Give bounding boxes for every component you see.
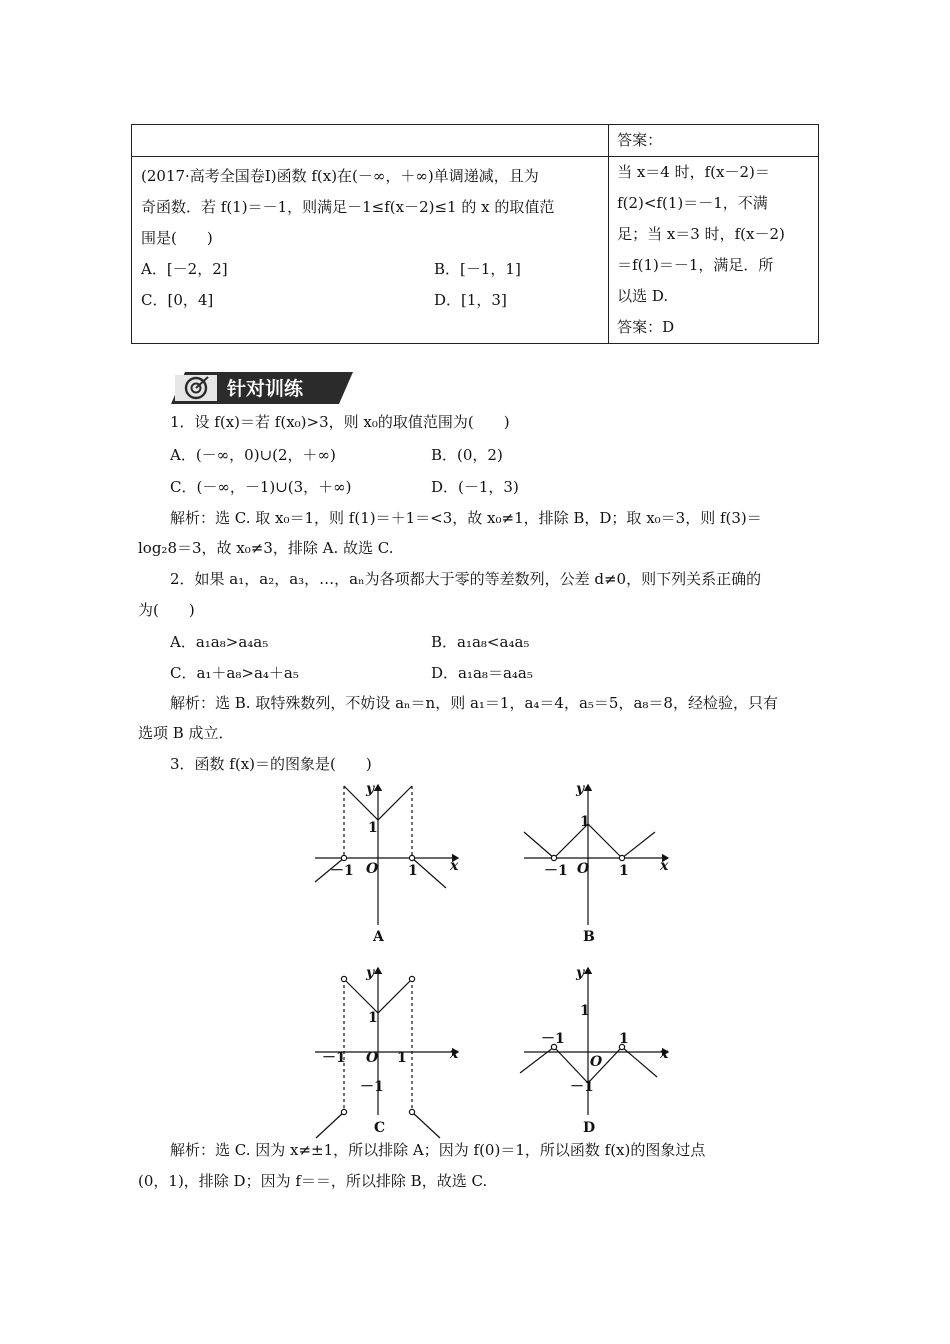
svg-text:－1: －1 [360,1079,384,1095]
option-b: B．[－1，1] [434,260,521,278]
svg-text:1: 1 [408,863,418,879]
p1-stem: 1．设 f(x)＝若 f(x₀)>3，则 x₀的取值范围为( ) [170,413,510,431]
graph-a-hole-right [409,855,414,860]
p1-solution-line-1: 解析：选 C. 取 x₀＝1，则 f(1)＝＋1＝<3，故 x₀≠1，排除 B，D；取 x₀＝3，则 f(3)＝ [170,509,762,527]
graph-c-left-branch [316,1112,344,1138]
p1-option-b: B．(0，2) [431,446,503,464]
svg-text:1: 1 [580,814,590,830]
p2-option-b: B．a₁a₈<a₄a₅ [431,633,530,651]
svg-text:－1: －1 [330,863,354,879]
p3-stem: 3．函数 f(x)＝的图象是( ) [170,755,372,773]
graph-a-hole-left [341,855,346,860]
answer-header: 答案： [617,131,663,149]
answer-line-3: 足；当 x＝3 时，f(x－2) [617,225,785,243]
answer-line-5: 以选 D. [617,287,669,305]
answer-line-2: f(2)<f(1)＝－1，不满 [617,194,768,212]
graph-b-hole-left [551,855,556,860]
option-a: A．[－2，2] [141,260,228,278]
answer-line-6: 答案：D [617,318,675,336]
graph-c-caption: C [374,1120,386,1136]
p1-option-a: A．(－∞，0)∪(2，＋∞) [170,446,336,464]
p2-option-d: D．a₁a₈＝a₄a₅ [431,664,533,682]
p2-stem-line-1: 2．如果 a₁，a₂，a₃，…，aₙ为各项都大于零的等差数列，公差 d≠0，则下列关系正确的 [170,570,762,588]
svg-text:－1: －1 [544,863,568,879]
option-c: C．[0，4] [141,291,214,309]
svg-text:O: O [577,861,590,877]
p2-solution-line-2: 选项 B 成立． [138,724,234,742]
p1-option-d: D．(－1，3) [431,478,519,496]
svg-text:－1: －1 [541,1031,565,1047]
svg-text:y: y [366,781,375,797]
svg-text:O: O [366,861,379,877]
answer-line-4: ＝f(1)＝－1，满足．所 [617,256,774,274]
graph-b-hole-right [619,855,624,860]
svg-text:1: 1 [397,1050,407,1066]
svg-text:O: O [590,1054,603,1070]
svg-text:x: x [450,858,459,874]
svg-text:y: y [576,965,585,981]
svg-text:x: x [660,858,669,874]
option-d: D．[1，3] [434,291,507,309]
p3-solution-line-2: (0，1)，排除 D；因为 f＝＝，所以排除 B，故选 C. [138,1172,488,1190]
section-badge-title: 针对训练 [227,378,304,400]
question-line-1: (2017·高考全国卷Ⅰ)函数 f(x)在(－∞，＋∞)单调递减，且为 [141,167,539,185]
svg-text:1: 1 [580,1003,590,1019]
svg-text:－1: －1 [570,1079,594,1095]
graph-a [315,785,458,925]
svg-text:y: y [366,965,375,981]
svg-text:－1: －1 [322,1050,346,1066]
question-line-3: 围是( ) [141,229,213,247]
svg-text:y: y [576,781,585,797]
graph-c-right-branch [412,1112,440,1138]
p1-solution-line-2: log₂8＝3，故 x₀≠3，排除 A. 故选 C. [138,539,394,557]
svg-text:1: 1 [619,1031,629,1047]
svg-text:x: x [660,1046,669,1062]
p1-option-c: C．(－∞，－1)∪(3，＋∞) [170,478,352,496]
p2-option-c: C．a₁＋a₈>a₄＋a₅ [170,664,299,682]
p2-option-a: A．a₁a₈>a₄a₅ [170,633,269,651]
p2-stem-line-2: 为( ) [138,601,195,619]
answer-line-1: 当 x＝4 时，f(x－2)＝ [617,163,770,181]
graph-d-caption: D [583,1120,596,1136]
graph-a-caption: A [373,929,384,945]
svg-text:1: 1 [368,1010,378,1026]
svg-text:1: 1 [368,820,378,836]
svg-text:1: 1 [619,863,629,879]
graph-b-caption: B [583,929,595,945]
question-line-2: 奇函数．若 f(1)＝－1，则满足－1≤f(x－2)≤1 的 x 的取值范 [141,198,555,216]
graph-b [524,785,668,925]
p3-solution-line-1: 解析：选 C. 因为 x≠±1，所以排除 A；因为 f(0)＝1，所以函数 f(x)的图象过点 [170,1141,706,1159]
svg-text:x: x [450,1046,459,1062]
svg-text:O: O [366,1050,379,1066]
p2-solution-line-1: 解析：选 B. 取特殊数列，不妨设 aₙ＝n，则 a₁＝1，a₄＝4，a₅＝5，a₈＝8，经检验，只有 [170,694,778,712]
